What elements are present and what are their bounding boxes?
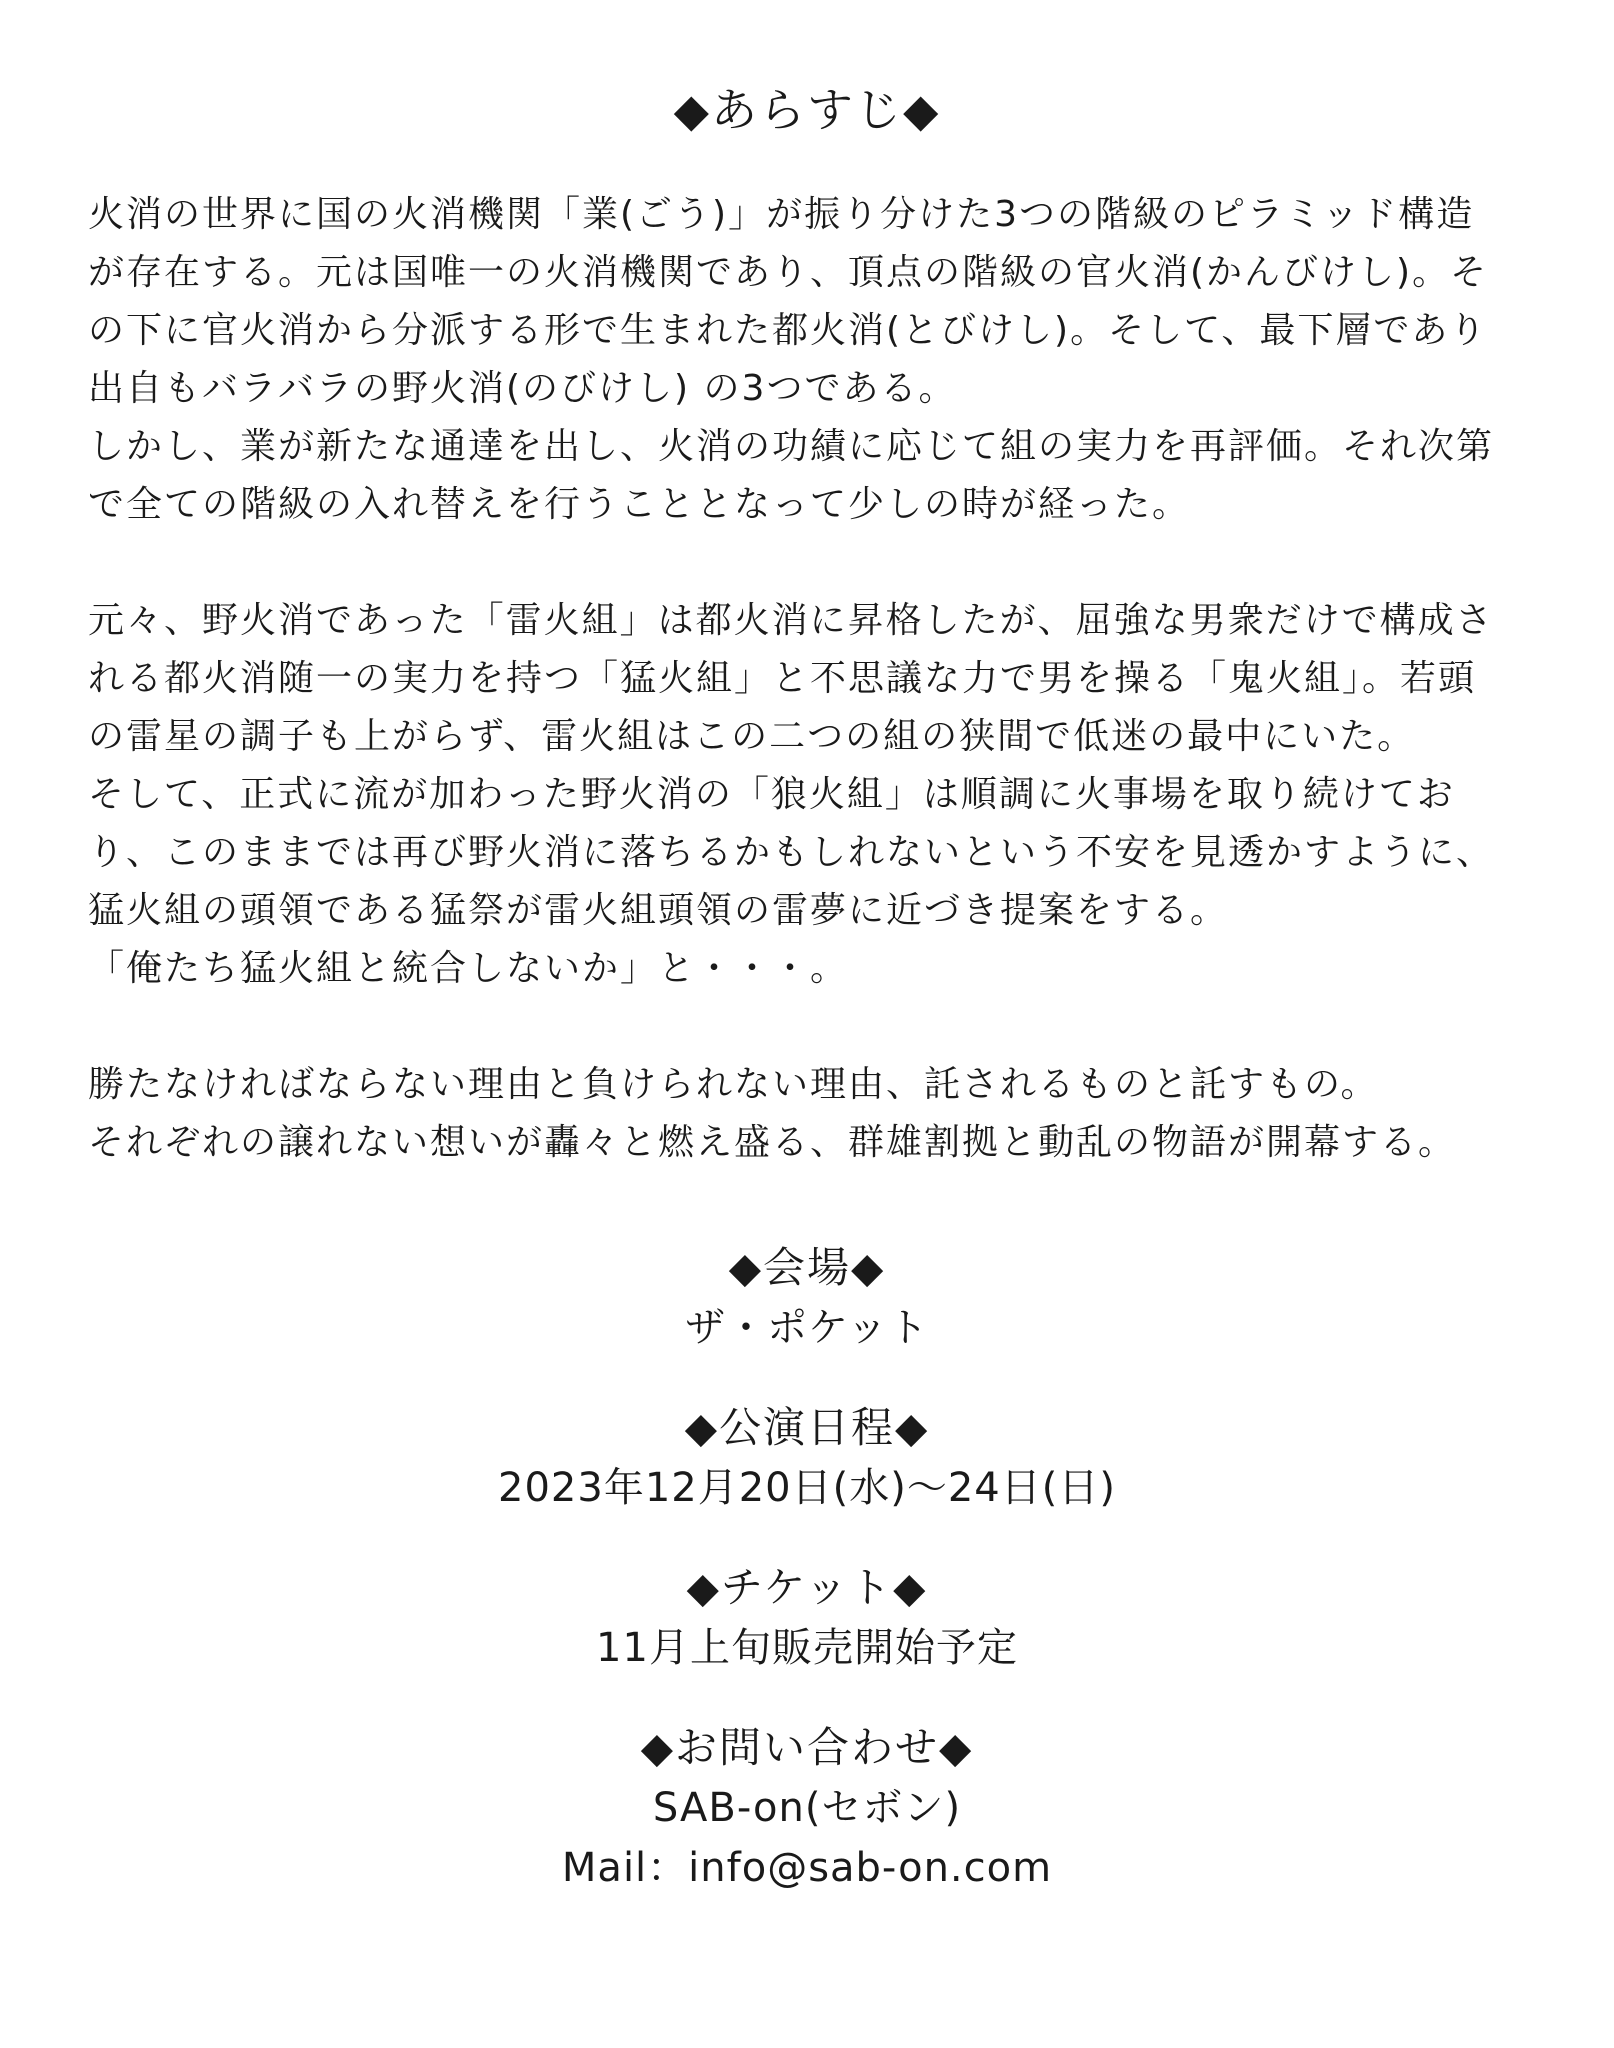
synopsis-paragraph-1 bbox=[88, 186, 1538, 534]
ticket-label: ◆チケット◆ bbox=[686, 1563, 928, 1612]
synopsis-body bbox=[88, 186, 1538, 1230]
synopsis-line: そして、正式に流が加わった野火消の「狼火組」は順調に火事場を取り続けてお bbox=[88, 774, 1455, 815]
ticket-section bbox=[0, 1558, 1614, 1678]
synopsis-line: それぞれの譲れない想いが轟々と燃え盛る、群雄割拠と動乱の物語が開幕する。 bbox=[88, 1122, 1457, 1163]
synopsis-heading: ◆あらすじ◆ bbox=[673, 83, 941, 137]
synopsis-line: り、このままでは再び野火消に落ちるかもしれないという不安を見透かすように、 bbox=[88, 832, 1495, 873]
contact-organization: SAB-on(セボン) bbox=[652, 1785, 962, 1831]
synopsis-line: 元々、野火消であった「雷火組」は都火消に昇格したが、屈強な男衆だけで構成さ bbox=[88, 600, 1494, 641]
synopsis-paragraph-3 bbox=[88, 1056, 1538, 1172]
synopsis-line: 勝たなければならない理由と負けられない理由、託されるものと託すもの。 bbox=[88, 1064, 1379, 1105]
venue-label: ◆会場◆ bbox=[728, 1243, 886, 1292]
ticket-value: 11月上旬販売開始予定 bbox=[596, 1625, 1018, 1671]
venue-value: ザ・ポケット bbox=[685, 1305, 929, 1351]
synopsis-line: 火消の世界に国の火消機関「業(ごう)」が振り分けた3つの階級のピラミッド構造 bbox=[88, 194, 1475, 235]
schedule-value: 2023年12月20日(水)〜24日(日) bbox=[498, 1465, 1116, 1511]
schedule-section bbox=[0, 1398, 1614, 1518]
event-info bbox=[0, 1238, 1614, 1898]
venue-section bbox=[0, 1238, 1614, 1358]
synopsis-line: が存在する。元は国唯一の火消機関であり、頂点の階級の官火消(かんびけし)。そ bbox=[88, 252, 1489, 293]
synopsis-line: の下に官火消から分派する形で生まれた都火消(とびけし)。そして、最下層であり bbox=[88, 310, 1488, 351]
synopsis-line: しかし、業が新たな通達を出し、火消の功績に応じて組の実力を再評価。それ次第 bbox=[88, 426, 1495, 467]
synopsis-line: の雷星の調子も上がらず、雷火組はこの二つの組の狭間で低迷の最中にいた。 bbox=[88, 716, 1416, 757]
synopsis-line: 猛火組の頭領である猛祭が雷火組頭領の雷夢に近づき提案をする。 bbox=[88, 890, 1229, 931]
synopsis-line: 「俺たち猛火組と統合しないか」と・・・。 bbox=[88, 948, 849, 989]
synopsis-line: れる都火消随一の実力を持つ「猛火組」と不思議な力で男を操る「鬼火組」。若頭 bbox=[88, 658, 1477, 699]
schedule-label: ◆公演日程◆ bbox=[684, 1403, 930, 1452]
synopsis-line: 出自もバラバラの野火消(のびけし) の3つである。 bbox=[88, 368, 957, 409]
synopsis-paragraph-2 bbox=[88, 592, 1538, 998]
contact-mail[interactable]: Mail：info@sab-on.com bbox=[561, 1845, 1053, 1891]
contact-label: ◆お問い合わせ◆ bbox=[640, 1723, 974, 1772]
synopsis-line: で全ての階級の入れ替えを行うこととなって少しの時が経った。 bbox=[88, 484, 1191, 525]
contact-section bbox=[0, 1718, 1614, 1898]
